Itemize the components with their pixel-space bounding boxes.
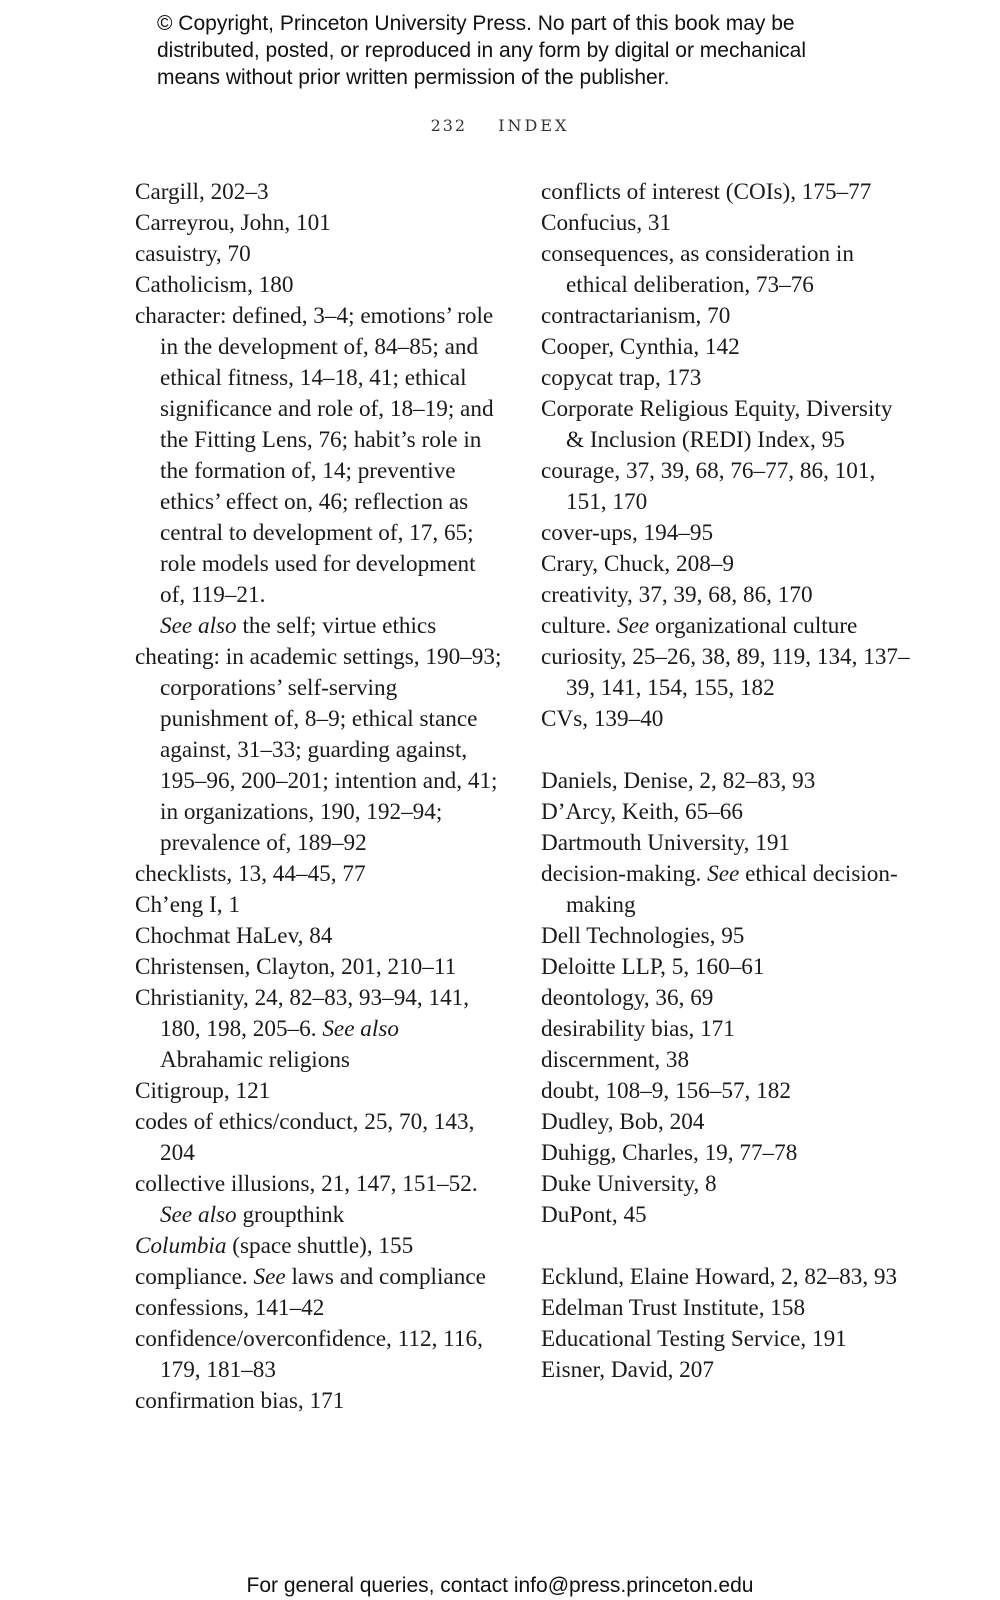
entry-text: decision-making. [541,861,708,887]
entry-text: Edelman Trust Institute, 158 [541,1295,806,1321]
index-entry [135,642,505,859]
index-entry [541,518,916,549]
entry-text: Christensen, Clayton, 201, 210–11 [135,954,457,980]
index-entry [135,859,505,890]
copyright-notice [157,10,917,91]
entry-text: cheating: in academic settings, 190–93; corporations’ self-serving punishment of, 8–9; ethical stance against, 31–33; guarding against, 195–96, 200–201; intention and, 41; in organizations, 190, 192–94; prevalence of, 189–92 [135,644,502,856]
entry-text: confirmation bias, 171 [135,1388,345,1414]
see-also-line [160,611,505,642]
index-entry [541,797,916,828]
index-entry [541,1324,916,1355]
index-entry [135,1231,505,1262]
see-also-line [160,1200,505,1231]
cross-reference-label: See [253,1264,286,1290]
entry-text: Chochmat HaLev, 84 [135,923,333,949]
index-entry [135,1386,505,1417]
entry-text: doubt, 108–9, 156–57, 182 [541,1078,791,1104]
entry-text: courage, 37, 39, 68, 76–77, 86, 101, 151, 170 [541,458,876,515]
entry-text: Eisner, David, 207 [541,1357,714,1383]
cross-reference-target: organizational culture [649,613,858,639]
cross-reference-target: Abrahamic religions [160,1047,350,1073]
index-entry [135,1262,505,1293]
entry-text: Deloitte LLP, 5, 160–61 [541,954,765,980]
entry-text: Confucius, 31 [541,210,672,236]
entry-text: Crary, Chuck, 208–9 [541,551,734,577]
entry-text: Daniels, Denise, 2, 82–83, 93 [541,768,816,794]
entry-text: Catholicism, 180 [135,272,294,298]
entry-text: Dell Technologies, 95 [541,923,745,949]
entry-text: Ecklund, Elaine Howard, 2, 82–83, 93 [541,1264,898,1290]
entry-text: creativity, 37, 39, 68, 86, 170 [541,582,813,608]
copyright-line: © Copyright, Princeton University Press. No part of this book may be [157,12,795,35]
index-entry [541,766,916,797]
index-entry [541,1045,916,1076]
entry-text: discernment, 38 [541,1047,690,1073]
cross-reference-target: laws and compliance [285,1264,486,1290]
entry-text: Cargill, 202–3 [135,179,269,205]
index-entry [541,1107,916,1138]
index-entry [135,239,505,270]
index-entry [541,859,916,921]
cross-reference-label: See also [160,613,237,639]
entry-text: confidence/overconfidence, 112, 116, 179, 181–83 [135,1326,483,1383]
index-entry [541,921,916,952]
index-entry [541,177,916,208]
index-entry [135,1169,505,1231]
copyright-line: means without prior written permission of the publisher. [157,66,670,89]
running-head-title: INDEX [498,116,570,135]
entry-text: contractarianism, 70 [541,303,731,329]
index-entry [541,704,916,735]
index-entry [135,1324,505,1386]
entry-text: character: defined, 3–4; emotions’ role in the development of, 84–85; and ethical fitness, 14–18, 41; ethical significance and role of, 18–19; and the Fitting Lens, 76; habit’s role in the formation of, 14; preventive ethics’ effect on, 46; reflection as central to development of, 17, 65; role models used for development of, 119–21. [135,303,494,608]
index-entry [135,208,505,239]
entry-italic-head: Columbia [135,1233,227,1259]
entry-text: curiosity, 25–26, 38, 89, 119, 134, 137–39, 141, 154, 155, 182 [541,644,910,701]
running-head [0,116,1000,135]
entry-text: CVs, 139–40 [541,706,664,732]
index-entry [541,456,916,518]
cross-reference-target: the self; virtue ethics [236,613,437,639]
cross-reference-label: See also [160,1202,237,1228]
index-entry [541,1138,916,1169]
entry-text: Ch’eng I, 1 [135,892,240,918]
index-entry [541,983,916,1014]
entry-text: compliance. [135,1264,254,1290]
index-entry [541,363,916,394]
entry-text: consequences, as consideration in ethical deliberation, 73–76 [541,241,854,298]
entry-text: Citigroup, 121 [135,1078,271,1104]
index-entry [135,177,505,208]
index-entry [541,549,916,580]
cross-reference-label: See [616,613,650,639]
index-entry [541,208,916,239]
index-entry [541,1293,916,1324]
index-entry [135,301,505,642]
index-entry [541,952,916,983]
index-entry [541,1200,916,1231]
index-entry [135,270,505,301]
entry-text: conflicts of interest (COIs), 175–77 [541,179,872,205]
cross-reference-label: See [707,861,740,887]
index-entry [541,611,916,642]
index-entry [541,332,916,363]
cross-reference-label: See also [322,1016,399,1042]
entry-text: Corporate Religious Equity, Diversity & Inclusion (REDI) Index, 95 [541,396,893,453]
cross-reference-target: groupthink [236,1202,345,1228]
entry-text: Dartmouth University, 191 [541,830,791,856]
entry-text: DuPont, 45 [541,1202,647,1228]
index-entry [541,1355,916,1386]
entry-text: Dudley, Bob, 204 [541,1109,705,1135]
index-entry [135,983,505,1076]
index-entry [541,239,916,301]
page-number: 232 [430,116,468,135]
index-entry [135,1076,505,1107]
index-column-right [541,177,916,1386]
index-entry [541,301,916,332]
index-entry [541,642,916,704]
copyright-line: distributed, posted, or reproduced in any form by digital or mechanical [157,39,807,62]
index-entry [135,1293,505,1324]
entry-text: copycat trap, 173 [541,365,702,391]
index-entry [541,1262,916,1293]
index-entry [135,952,505,983]
entry-text: desirability bias, 171 [541,1016,735,1042]
entry-text: deontology, 36, 69 [541,985,714,1011]
entry-text: cover-ups, 194–95 [541,520,714,546]
cross-reference-target: ethical decision-making [566,861,898,918]
entry-text: Educational Testing Service, 191 [541,1326,847,1352]
entry-text: Carreyrou, John, 101 [135,210,331,236]
entry-text: D’Arcy, Keith, 65–66 [541,799,743,825]
entry-text: casuistry, 70 [135,241,251,267]
index-entry [135,890,505,921]
entry-text: Cooper, Cynthia, 142 [541,334,740,360]
entry-text: confessions, 141–42 [135,1295,325,1321]
index-entry [135,1107,505,1169]
entry-text: Duhigg, Charles, 19, 77–78 [541,1140,798,1166]
index-entry [541,828,916,859]
index-entry [541,1076,916,1107]
index-column-left [135,177,505,1417]
entry-text: Duke University, 8 [541,1171,717,1197]
index-entry [541,394,916,456]
footer-contact: For general queries, contact info@press.princeton.edu [246,1574,754,1597]
index-entry [541,580,916,611]
index-entry [541,1014,916,1045]
entry-text: codes of ethics/conduct, 25, 70, 143, 204 [135,1109,475,1166]
entry-text: checklists, 13, 44–45, 77 [135,861,366,887]
entry-text: (space shuttle), 155 [226,1233,414,1259]
entry-text: culture. [541,613,617,639]
entry-text: Christianity, 24, 82–83, 93–94, 141, 180, 198, 205–6. [135,985,470,1042]
entry-text: collective illusions, 21, 147, 151–52. [135,1171,478,1197]
index-entry [135,921,505,952]
index-entry [541,1169,916,1200]
